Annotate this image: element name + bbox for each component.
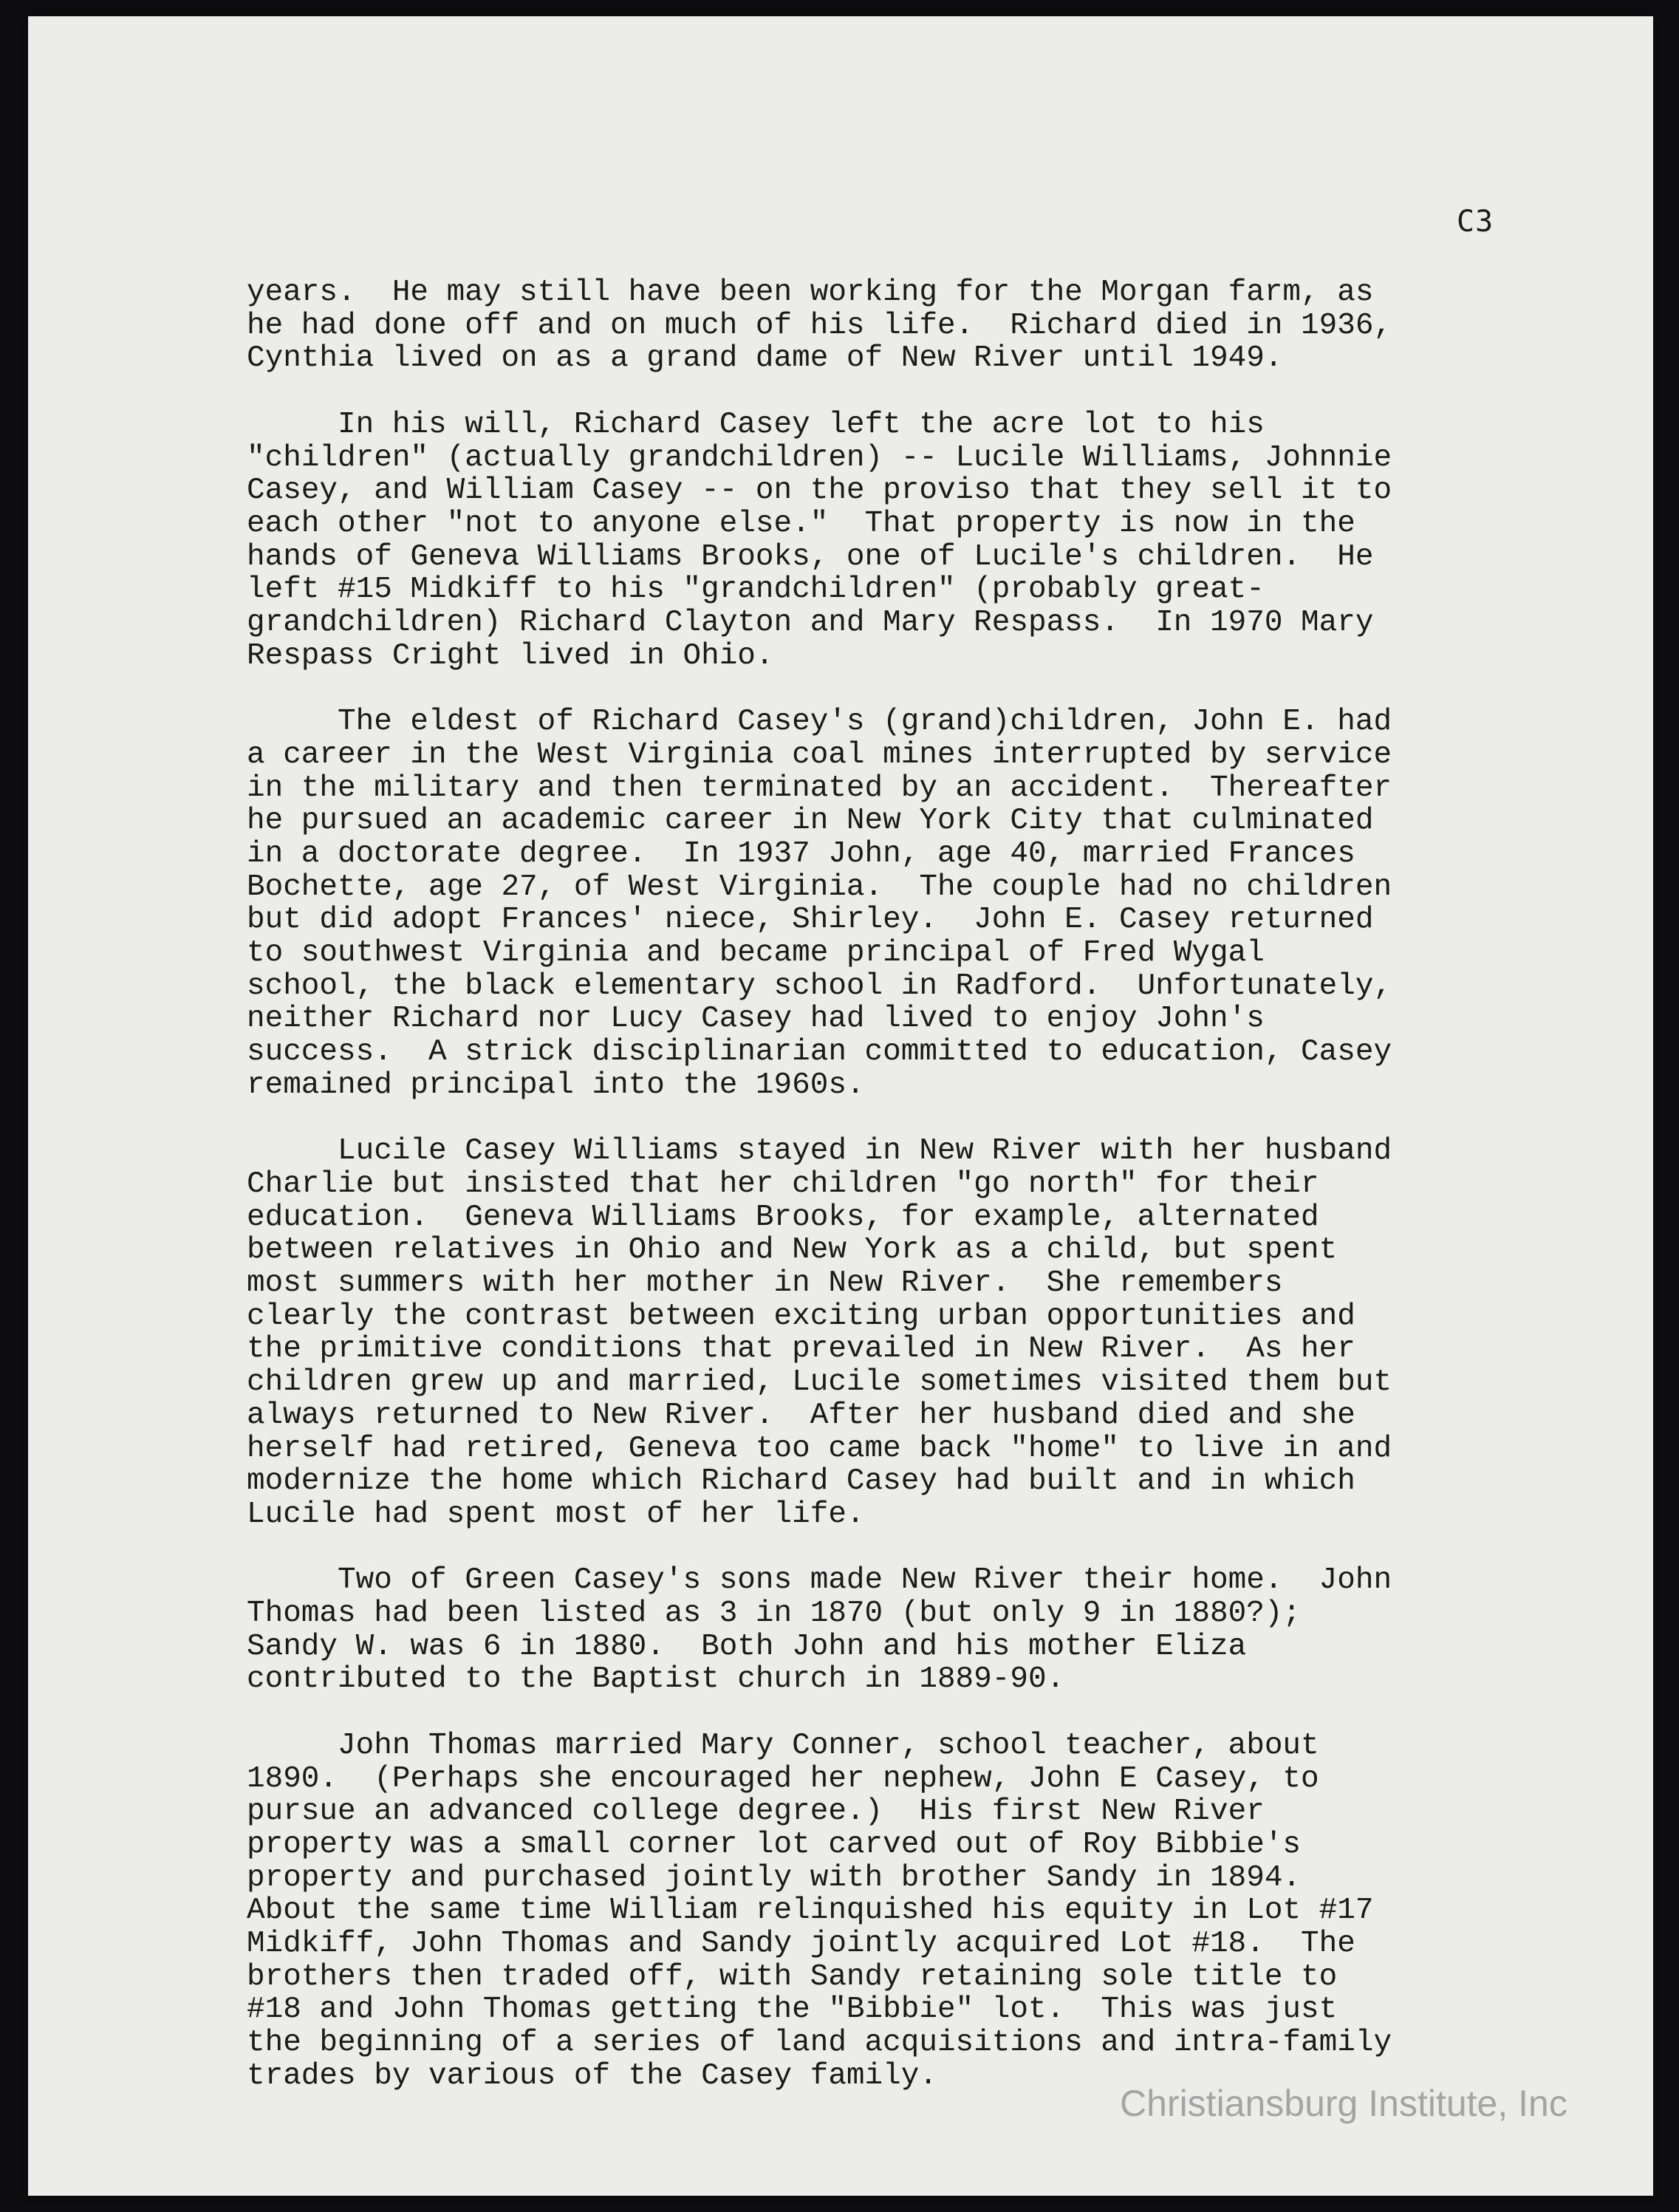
paragraph-6 <box>247 1730 1517 2093</box>
text-line: #18 and John Thomas getting the "Bibbie" lot. This was just <box>247 1993 1338 2027</box>
text-line: In his will, Richard Casey left the acre lot to his <box>247 407 1265 442</box>
text-line: property and purchased jointly with brother Sandy in 1894. <box>247 1860 1302 1895</box>
text-line: pursue an advanced college degree.) His first New River <box>247 1795 1265 1829</box>
text-line: Bochette, age 27, of West Virginia. The couple had no children <box>247 870 1392 904</box>
text-line: children grew up and married, Lucile sometimes visited them but <box>247 1365 1392 1400</box>
paragraph-3 <box>247 706 1517 1102</box>
text-line: Lucile had spent most of her life. <box>247 1497 865 1532</box>
text-line: contributed to the Baptist church in 1889-90. <box>247 1662 1065 1697</box>
text-line: education. Geneva Williams Brooks, for example, alternated <box>247 1200 1319 1235</box>
text-line: but did adopt Frances' niece, Shirley. John E. Casey returned <box>247 903 1374 938</box>
text-line: to southwest Virginia and became principal of Fred Wygal <box>247 936 1265 971</box>
document-page <box>28 16 1653 2196</box>
text-line: property was a small corner lot carved out of Roy Bibbie's <box>247 1827 1302 1862</box>
text-line: in a doctorate degree. In 1937 John, age 40, married Frances <box>247 836 1355 871</box>
text-line: years. He may still have been working for the Morgan farm, as <box>247 276 1374 310</box>
text-line: a career in the West Virginia coal mines interrupted by service <box>247 737 1392 772</box>
text-line: John Thomas married Mary Conner, school teacher, about <box>247 1728 1319 1763</box>
text-line: grandchildren) Richard Clayton and Mary Respass. In 1970 Mary <box>247 606 1374 641</box>
text-line: the beginning of a series of land acquisitions and intra-family <box>247 2026 1392 2061</box>
page-number: C3 <box>1457 205 1494 239</box>
text-line: Cynthia lived on as a grand dame of New River until 1949. <box>247 341 1283 376</box>
text-line: "children" (actually grandchildren) -- Lucile Williams, Johnnie <box>247 440 1392 475</box>
text-line: always returned to New River. After her husband died and she <box>247 1398 1355 1433</box>
text-line: most summers with her mother in New River. She remembers <box>247 1266 1283 1301</box>
text-line: herself had retired, Geneva too came back "home" to live in and <box>247 1431 1392 1466</box>
text-line: Casey, and William Casey -- on the proviso that they sell it to <box>247 474 1392 508</box>
text-line: clearly the contrast between exciting urban opportunities and <box>247 1299 1355 1334</box>
text-line: Lucile Casey Williams stayed in New River with her husband <box>247 1134 1392 1169</box>
paragraph-1 <box>247 276 1517 375</box>
text-line: each other "not to anyone else." That property is now in the <box>247 506 1355 541</box>
paragraph-4 <box>247 1135 1517 1531</box>
text-line: Midkiff, John Thomas and Sandy jointly acquired Lot #18. The <box>247 1927 1355 1962</box>
paragraph-2 <box>247 409 1517 673</box>
text-line: Charlie but insisted that her children "go north" for their <box>247 1167 1319 1201</box>
paragraph-5 <box>247 1564 1517 1696</box>
text-line: Thomas had been listed as 3 in 1870 (but only 9 in 1880?); <box>247 1597 1302 1631</box>
text-line: Two of Green Casey's sons made New River their home. John <box>247 1563 1392 1598</box>
text-line: hands of Geneva Williams Brooks, one of Lucile's children. He <box>247 539 1374 574</box>
body-text <box>247 276 1517 2126</box>
text-line: between relatives in Ohio and New York as a child, but spent <box>247 1233 1338 1268</box>
text-line: The eldest of Richard Casey's (grand)children, John E. had <box>247 705 1392 740</box>
text-line: remained principal into the 1960s. <box>247 1068 865 1102</box>
text-line: success. A strick disciplinarian committed to education, Casey <box>247 1035 1392 1070</box>
text-line: trades by various of the Casey family. <box>247 2058 937 2093</box>
text-line: in the military and then terminated by an accident. Thereafter <box>247 771 1392 805</box>
text-line: Respass Cright lived in Ohio. <box>247 638 774 673</box>
text-line: brothers then traded off, with Sandy retaining sole title to <box>247 1959 1338 1994</box>
text-line: Sandy W. was 6 in 1880. Both John and his mother Eliza <box>247 1629 1247 1664</box>
text-line: neither Richard nor Lucy Casey had lived to enjoy John's <box>247 1002 1265 1037</box>
text-line: 1890. (Perhaps she encouraged her nephew, John E Casey, to <box>247 1761 1319 1796</box>
text-line: the primitive conditions that prevailed in New River. As her <box>247 1332 1355 1367</box>
text-line: About the same time William relinquished his equity in Lot #17 <box>247 1894 1374 1928</box>
text-line: school, the black elementary school in Radford. Unfortunately, <box>247 969 1392 1003</box>
text-line: left #15 Midkiff to his "grandchildren" (probably great- <box>247 573 1265 607</box>
text-line: he had done off and on much of his life. Richard died in 1936, <box>247 308 1392 343</box>
text-line: he pursued an academic career in New York City that culminated <box>247 804 1374 839</box>
watermark: Christiansburg Institute, Inc <box>1120 2083 1567 2124</box>
text-line: modernize the home which Richard Casey had built and in which <box>247 1464 1355 1499</box>
